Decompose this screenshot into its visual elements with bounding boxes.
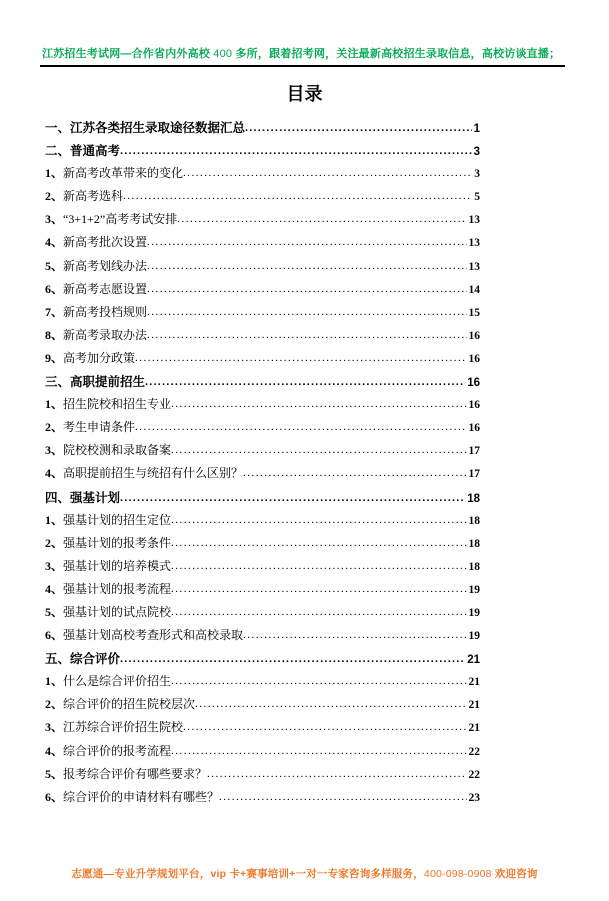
toc-entry[interactable] — [45, 580, 480, 603]
toc-leader-dots — [171, 606, 466, 618]
toc-section-entry[interactable] — [45, 488, 480, 511]
toc-entry-number: 1、 — [45, 397, 64, 412]
toc-leader-dots — [243, 629, 466, 641]
toc-entry[interactable] — [45, 765, 480, 788]
toc-entry-number: 2、 — [45, 535, 64, 550]
toc-leader-dots — [219, 791, 466, 803]
toc-entry-label: 江苏各类招生录取途径数据汇总 — [70, 121, 246, 135]
toc-leader-dots — [145, 376, 465, 388]
header-banner-text-suffix: 多所，跟着招考网，关注最新高校招生录取信息，高校访谈直播； — [232, 48, 561, 60]
toc-entry-page: 16 — [468, 399, 480, 412]
toc-entry-number: 9、 — [45, 350, 64, 365]
toc-entry-label: 高职提前招生 — [70, 375, 146, 390]
toc-entry-label: 新高考志愿设置 — [63, 281, 148, 296]
toc-entry[interactable] — [45, 788, 480, 811]
toc-entry-label: 报考综合评价有哪些要求？ — [63, 766, 208, 781]
header-banner-text: 江苏招生考试网—合作省内外高校 — [42, 48, 214, 60]
toc-entry-label: 新高考录取办法 — [63, 327, 148, 342]
footer-phone: 400-098-0908 — [423, 868, 492, 880]
footer-banner — [0, 868, 609, 881]
toc-entry-label: 强基计划的报考条件 — [63, 535, 172, 550]
toc-entry-page: 3 — [473, 146, 480, 159]
toc-entry-page: 21 — [468, 699, 480, 712]
toc-leader-dots — [171, 560, 466, 572]
toc-entry-number: 4、 — [45, 581, 64, 596]
toc-leader-dots — [177, 213, 466, 225]
toc-entry-label: 综合评价的申请材料有哪些？ — [63, 789, 220, 804]
toc-entry-label: 什么是综合评价招生 — [63, 674, 172, 689]
toc-list — [45, 118, 480, 811]
toc-entry-number: 5、 — [45, 604, 64, 619]
toc-entry[interactable] — [45, 603, 480, 626]
toc-entry-page: 13 — [468, 214, 480, 227]
toc-entry-label: 强基计划的报考流程 — [63, 581, 172, 596]
footer-banner-text: 志愿通—专业升学规划平台，vip 卡+赛事培训+一对一专家咨询多样服务， — [71, 868, 424, 880]
toc-entry[interactable] — [45, 349, 480, 372]
toc-leader-dots — [171, 398, 466, 410]
toc-entry-page: 14 — [468, 283, 480, 296]
toc-leader-dots — [171, 745, 466, 757]
toc-entry-page: 22 — [468, 768, 480, 781]
page-title: 目录 — [286, 84, 323, 104]
toc-entry[interactable] — [45, 718, 480, 741]
toc-entry-number: 5、 — [45, 258, 64, 273]
toc-entry-number: 7、 — [45, 304, 64, 319]
toc-entry[interactable] — [45, 511, 480, 534]
toc-leader-dots — [207, 768, 466, 780]
toc-entry-label: 新高考选科 — [63, 189, 124, 204]
toc-entry-number: 6、 — [45, 789, 64, 804]
toc-section-entry[interactable] — [45, 649, 480, 672]
toc-entry-label: 招生院校和招生专业 — [63, 397, 172, 412]
toc-entry-page: 19 — [468, 583, 480, 596]
toc-entry-number: 2、 — [45, 697, 64, 712]
toc-entry-number: 五、 — [45, 652, 71, 667]
toc-entry-label: 新高考批次设置 — [63, 235, 148, 250]
header-rule — [40, 65, 565, 67]
toc-leader-dots — [245, 122, 472, 134]
toc-leader-dots — [171, 675, 466, 687]
toc-entry-number: 1、 — [45, 674, 64, 689]
header-banner-number: 400 — [213, 48, 233, 60]
toc-entry-label: 强基计划 — [70, 490, 121, 505]
toc-entry-label: 新高考投档规则 — [63, 304, 148, 319]
toc-leader-dots — [171, 583, 466, 595]
toc-entry-number: 3、 — [45, 443, 64, 458]
toc-entry-number: 4、 — [45, 466, 64, 481]
toc-entry-label: 高考加分政策 — [63, 350, 136, 365]
toc-leader-dots — [135, 352, 466, 364]
toc-leader-dots — [147, 329, 466, 341]
toc-entry[interactable] — [45, 557, 480, 580]
toc-entry-number: 四、 — [45, 490, 71, 505]
toc-entry[interactable] — [45, 695, 480, 718]
toc-entry-page: 1 — [473, 123, 480, 135]
toc-entry-number: 1、 — [45, 166, 64, 181]
toc-entry[interactable] — [45, 164, 480, 187]
toc-entry-page: 17 — [468, 445, 480, 458]
toc-entry-number: 6、 — [45, 628, 64, 643]
toc-entry-label: 综合评价 — [70, 652, 121, 667]
toc-leader-dots — [120, 492, 465, 504]
toc-entry-page: 21 — [467, 654, 480, 667]
toc-entry-page: 17 — [468, 468, 480, 481]
toc-entry-page: 16 — [468, 422, 480, 435]
toc-entry-number: 3、 — [45, 212, 64, 227]
header-banner — [42, 48, 609, 61]
toc-entry-label: 新高考划线办法 — [63, 258, 148, 273]
toc-entry-page: 16 — [467, 377, 480, 390]
toc-entry-page: 19 — [468, 606, 480, 619]
toc-entry-number: 8、 — [45, 327, 64, 342]
toc-entry-label: 江苏综合评价招生院校 — [63, 720, 184, 735]
toc-entry-page: 22 — [468, 745, 480, 758]
toc-entry-page: 18 — [467, 492, 480, 505]
toc-entry[interactable] — [45, 742, 480, 765]
toc-section-entry[interactable] — [45, 141, 480, 164]
toc-entry[interactable] — [45, 418, 480, 441]
toc-entry-number: 4、 — [45, 235, 64, 250]
toc-entry-label: 强基计划高校考查形式和高校录取 — [63, 628, 244, 643]
toc-entry-number: 6、 — [45, 281, 64, 296]
toc-entry[interactable] — [45, 210, 480, 233]
toc-entry-label: 院校校测和录取备案 — [63, 443, 172, 458]
toc-entry[interactable] — [45, 672, 480, 695]
toc-entry-number: 一、 — [45, 121, 71, 135]
toc-entry-number: 2、 — [45, 189, 64, 204]
toc-entry[interactable] — [45, 441, 480, 464]
toc-leader-dots — [147, 260, 466, 272]
toc-leader-dots — [147, 236, 466, 248]
toc-leader-dots — [147, 283, 466, 295]
toc-entry-page: 21 — [468, 676, 480, 689]
toc-entry-page: 16 — [468, 329, 480, 342]
toc-entry-page: 18 — [468, 537, 480, 550]
toc-entry-page: 3 — [474, 168, 480, 181]
toc-entry-label: 强基计划的招生定位 — [63, 512, 172, 527]
toc-leader-dots — [243, 467, 466, 479]
toc-entry[interactable] — [45, 303, 480, 326]
toc-section-entry[interactable] — [45, 372, 480, 395]
toc-entry-number: 4、 — [45, 743, 64, 758]
toc-entry[interactable] — [45, 395, 480, 418]
toc-leader-dots — [147, 306, 466, 318]
toc-entry-label: “3+1+2”高考考试安排 — [63, 212, 178, 227]
toc-entry-label: 综合评价的招生院校层次 — [63, 697, 196, 712]
toc-entry-label: 考生申请条件 — [63, 420, 136, 435]
toc-entry[interactable] — [45, 534, 480, 557]
toc-entry-page: 23 — [468, 791, 480, 804]
toc-entry-page: 18 — [468, 560, 480, 573]
toc-leader-dots — [195, 698, 466, 710]
toc-entry-label: 综合评价的报考流程 — [63, 743, 172, 758]
toc-entry[interactable] — [45, 257, 480, 280]
toc-section-entry[interactable] — [45, 118, 480, 141]
toc-leader-dots — [171, 514, 466, 526]
toc-leader-dots — [123, 190, 472, 202]
toc-entry-label: 强基计划的培养模式 — [63, 558, 172, 573]
toc-entry[interactable] — [45, 326, 480, 349]
toc-leader-dots — [120, 145, 472, 157]
toc-entry[interactable] — [45, 187, 480, 210]
toc-entry[interactable] — [45, 626, 480, 649]
toc-leader-dots — [120, 653, 465, 665]
toc-entry[interactable] — [45, 280, 480, 303]
toc-entry-number: 三、 — [45, 375, 71, 390]
toc-leader-dots — [171, 444, 466, 456]
toc-entry-page: 21 — [468, 722, 480, 735]
toc-entry-number: 5、 — [45, 766, 64, 781]
toc-entry-label: 高职提前招生与统招有什么区别？ — [63, 466, 244, 481]
toc-entry-page: 16 — [468, 352, 480, 365]
toc-entry-label: 新高考改革带来的变化 — [63, 166, 184, 181]
toc-entry-number: 3、 — [45, 558, 64, 573]
toc-leader-dots — [171, 537, 466, 549]
toc-entry-page: 19 — [468, 630, 480, 643]
toc-entry-number: 2、 — [45, 420, 64, 435]
toc-entry-number: 二、 — [45, 144, 71, 159]
toc-leader-dots — [183, 721, 466, 733]
footer-banner-text-suffix: 欢迎咨询 — [491, 868, 538, 880]
toc-entry-page: 13 — [468, 260, 480, 273]
toc-entry-number: 1、 — [45, 512, 64, 527]
toc-entry[interactable] — [45, 464, 480, 487]
toc-entry-page: 5 — [474, 191, 480, 204]
toc-entry-page: 18 — [468, 514, 480, 527]
toc-entry-label: 普通高考 — [70, 144, 121, 159]
toc-leader-dots — [135, 421, 466, 433]
toc-leader-dots — [183, 167, 472, 179]
toc-entry-label: 强基计划的试点院校 — [63, 604, 172, 619]
toc-entry-page: 15 — [468, 306, 480, 319]
toc-entry-page: 13 — [468, 237, 480, 250]
toc-entry-number: 3、 — [45, 720, 64, 735]
toc-entry[interactable] — [45, 233, 480, 256]
